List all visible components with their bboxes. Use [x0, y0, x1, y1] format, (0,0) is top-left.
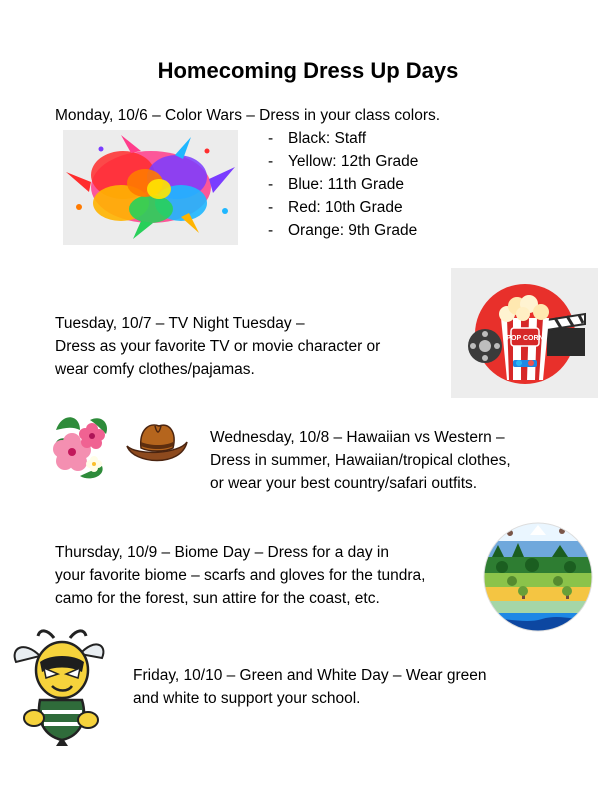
list-item: - Red: 10th Grade	[268, 199, 403, 216]
thursday-line-2: your favorite biome – scarfs and gloves for the tundra,	[55, 567, 426, 584]
list-item: - Yellow: 12th Grade	[268, 153, 419, 170]
popcorn-movie-icon	[451, 268, 598, 398]
wednesday-line-3: or wear your best country/safari outfits.	[210, 475, 478, 492]
page-title: Homecoming Dress Up Days	[157, 58, 459, 83]
monday-heading: Monday, 10/6 – Color Wars – Dress in your class colors.	[55, 107, 441, 124]
wednesday-line-2: Dress in summer, Hawaiian/tropical clothes,	[210, 452, 511, 469]
biome-globe-icon	[482, 521, 594, 633]
cowboy-hat-icon	[125, 420, 189, 470]
svg-text:POP CORN: POP CORN	[506, 335, 544, 342]
class-colors-list	[268, 127, 418, 242]
thursday-line-3: camo for the forest, sun attire for the coast, etc.	[55, 590, 380, 607]
list-item: - Blue: 11th Grade	[268, 176, 405, 193]
hornet-mascot-icon	[10, 628, 108, 746]
list-item: - Black: Staff	[268, 130, 367, 147]
tuesday-line-3: wear comfy clothes/pajamas.	[55, 361, 255, 378]
paint-splash-icon	[63, 130, 238, 245]
tuesday-line-2: Dress as your favorite TV or movie character or	[55, 338, 381, 355]
friday-line-2: and white to support your school.	[133, 690, 361, 707]
wednesday-line-1: Wednesday, 10/8 – Hawaiian vs Western –	[210, 429, 505, 446]
hibiscus-flowers-icon	[50, 410, 112, 482]
friday-line-1: Friday, 10/10 – Green and White Day – Wear green	[133, 667, 487, 684]
thursday-line-1: Thursday, 10/9 – Biome Day – Dress for a day in	[55, 544, 389, 561]
list-item: - Orange: 9th Grade	[268, 222, 418, 239]
tuesday-line-1: Tuesday, 10/7 – TV Night Tuesday –	[55, 315, 305, 332]
